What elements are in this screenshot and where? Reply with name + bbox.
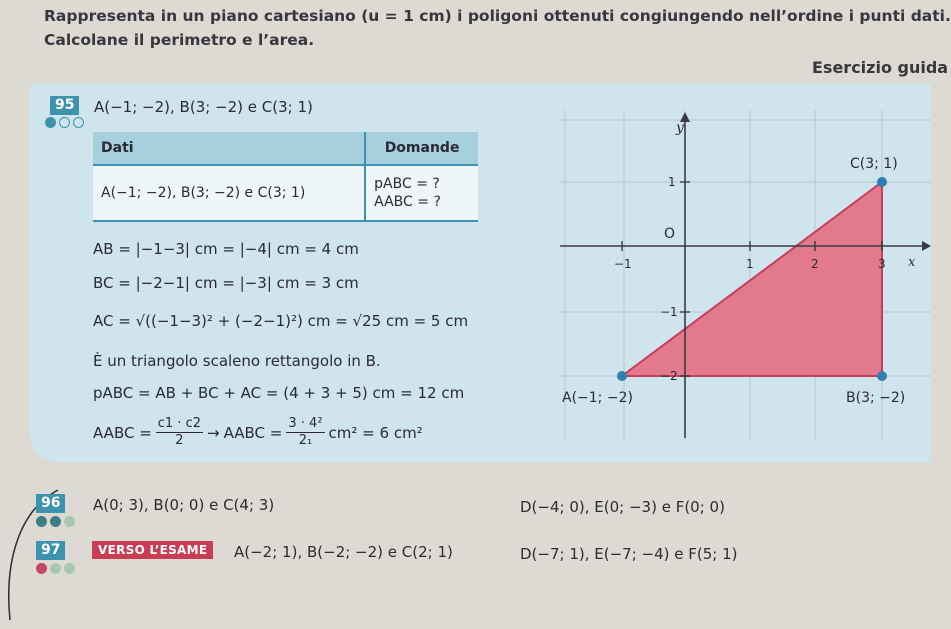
- difficulty-dots-96: [36, 516, 75, 527]
- fraction-denominator-2: 2₁: [298, 433, 313, 448]
- difficulty-dot: [64, 516, 75, 527]
- question-perimeter: pABC = ?: [374, 176, 440, 192]
- x-axis-arrow: [922, 241, 931, 251]
- step-classification: È un triangolo scaleno rettangolo in B.: [93, 352, 381, 370]
- table-data-cell: A(−1; −2), B(3; −2) e C(3; 1): [93, 165, 365, 221]
- area-result: cm² = 6 cm²: [328, 423, 423, 442]
- origin-label: O: [664, 226, 676, 242]
- step-ab: AB = |−1−3| cm = |−4| cm = 4 cm: [93, 240, 359, 258]
- step-perimeter: pABC = AB + BC + AC = (4 + 3 + 5) cm = 12 cm: [93, 384, 465, 402]
- y-axis-label: y: [676, 120, 684, 136]
- area-formula: [93, 416, 423, 449]
- exercise-95-points: A(−1; −2), B(3; −2) e C(3; 1): [94, 98, 313, 116]
- fraction-legs: [156, 416, 203, 449]
- exercise-96-right: D(−4; 0), E(0; −3) e F(0; 0): [520, 498, 725, 516]
- fraction-values: [286, 416, 324, 449]
- instructions: [44, 4, 951, 52]
- difficulty-dots-97: [36, 563, 75, 574]
- step-bc: BC = |−2−1| cm = |−3| cm = 3 cm: [93, 274, 359, 292]
- point-c-label: C(3; 1): [850, 156, 898, 172]
- point-c: [877, 177, 887, 187]
- difficulty-dot: [36, 516, 47, 527]
- x-tick-label: 1: [746, 257, 754, 271]
- fraction-denominator: 2: [175, 433, 184, 448]
- exercise-96-number: 96: [36, 494, 65, 513]
- difficulty-dot: [64, 563, 75, 574]
- x-tick-label: 2: [811, 257, 819, 271]
- cartesian-graph: [520, 100, 931, 445]
- exercise-97-left: A(−2; 1), B(−2; −2) e C(2; 1): [234, 543, 453, 561]
- exercise-96-left: A(0; 3), B(0; 0) e C(4; 3): [93, 496, 275, 514]
- difficulty-dot: [50, 516, 61, 527]
- point-a-label: A(−1; −2): [562, 390, 633, 406]
- point-b: [877, 371, 887, 381]
- table-header-questions: Domande: [365, 132, 478, 165]
- difficulty-dot: [36, 563, 47, 574]
- difficulty-dot: [45, 117, 56, 128]
- difficulty-dot: [59, 117, 70, 128]
- step-ac: AC = √((−1−3)² + (−2−1)²) cm = √25 cm = 5 cm: [93, 312, 469, 330]
- exercise-95-number: 95: [50, 96, 79, 115]
- exercise-97-right: D(−7; 1), E(−7; −4) e F(5; 1): [520, 545, 738, 563]
- y-tick-label: −2: [660, 369, 678, 383]
- instruction-line-1: Rappresenta in un piano cartesiano (u = 1 cm) i poligoni ottenuti congiungendo nell’ordine i punti dati.: [44, 7, 951, 25]
- data-table: [93, 132, 478, 222]
- difficulty-dot: [73, 117, 84, 128]
- guided-exercise-label: Esercizio guida: [812, 58, 949, 77]
- triangle-abc: [622, 182, 882, 376]
- difficulty-dots-95: [45, 117, 84, 128]
- point-b-label: B(3; −2): [846, 390, 906, 406]
- table-questions-cell: [365, 165, 478, 221]
- table-header-data: Dati: [93, 132, 365, 165]
- point-a: [617, 371, 627, 381]
- y-tick-label: −1: [660, 305, 678, 319]
- x-tick-label: −1: [614, 257, 632, 271]
- instruction-line-2: Calcolane il perimetro e l’area.: [44, 31, 315, 49]
- y-tick-label: 1: [668, 175, 676, 189]
- exam-badge: VERSO L’ESAME: [92, 541, 213, 559]
- difficulty-dot: [50, 563, 61, 574]
- fraction-numerator: c1 · c2: [157, 416, 202, 431]
- question-area: AABC = ?: [374, 194, 441, 210]
- exercise-97-number: 97: [36, 541, 65, 560]
- fraction-numerator-2: 3 · 4²: [288, 416, 323, 431]
- x-axis-label: x: [908, 255, 916, 270]
- arrow: →: [207, 423, 220, 442]
- x-tick-label: 3: [878, 257, 886, 271]
- area-lhs: AABC =: [93, 423, 152, 442]
- area-lhs-2: AABC =: [223, 423, 283, 442]
